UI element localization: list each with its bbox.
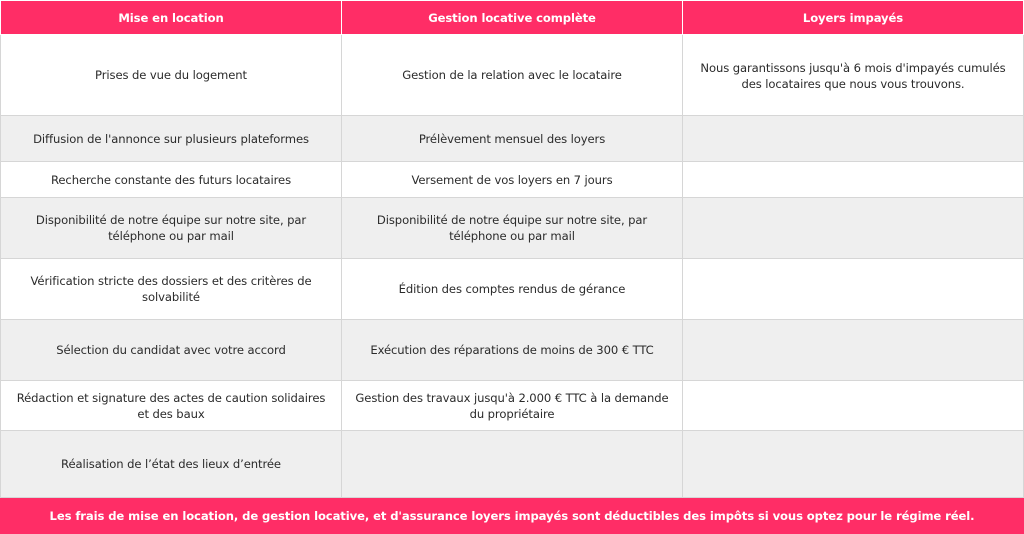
cell-mise: Recherche constante des futurs locataires [1,162,342,198]
cell-mise: Rédaction et signature des actes de caution solidaires et des baux [1,381,342,431]
header-mise-en-location: Mise en location [1,1,342,35]
table-header-row [1,1,1024,35]
cell-loyers [683,116,1024,162]
tax-deduction-note: Les frais de mise en location, de gestion locative, et d'assurance loyers impayés sont déductibles des impôts si vous optez pour le régime réel. [1,498,1024,534]
table-row [1,381,1024,431]
cell-gestion: Disponibilité de notre équipe sur notre site, par téléphone ou par mail [342,198,683,259]
cell-mise: Sélection du candidat avec votre accord [1,320,342,381]
cell-gestion: Prélèvement mensuel des loyers [342,116,683,162]
cell-gestion: Gestion des travaux jusqu'à 2.000 € TTC à la demande du propriétaire [342,381,683,431]
table-footer-row [1,498,1024,534]
table-row [1,259,1024,320]
header-gestion-locative: Gestion locative complète [342,1,683,35]
cell-mise: Disponibilité de notre équipe sur notre site, par téléphone ou par mail [1,198,342,259]
cell-mise: Prises de vue du logement [1,35,342,116]
cell-loyers: Nous garantissons jusqu'à 6 mois d'impayés cumulés des locataires que nous vous trouvons. [683,35,1024,116]
table-row [1,35,1024,116]
header-loyers-impayes: Loyers impayés [683,1,1024,35]
cell-gestion: Gestion de la relation avec le locataire [342,35,683,116]
cell-loyers [683,320,1024,381]
cell-gestion: Édition des comptes rendus de gérance [342,259,683,320]
cell-gestion: Exécution des réparations de moins de 300 € TTC [342,320,683,381]
cell-gestion: Versement de vos loyers en 7 jours [342,162,683,198]
cell-mise: Vérification stricte des dossiers et des critères de solvabilité [1,259,342,320]
cell-loyers [683,259,1024,320]
cell-loyers [683,381,1024,431]
table-row [1,162,1024,198]
table-row [1,431,1024,498]
cell-loyers [683,162,1024,198]
cell-loyers [683,198,1024,259]
cell-mise: Diffusion de l'annonce sur plusieurs plateformes [1,116,342,162]
cell-loyers [683,431,1024,498]
table-row [1,116,1024,162]
cell-mise: Réalisation de l’état des lieux d’entrée [1,431,342,498]
cell-gestion [342,431,683,498]
table-row [1,320,1024,381]
table-row [1,198,1024,259]
